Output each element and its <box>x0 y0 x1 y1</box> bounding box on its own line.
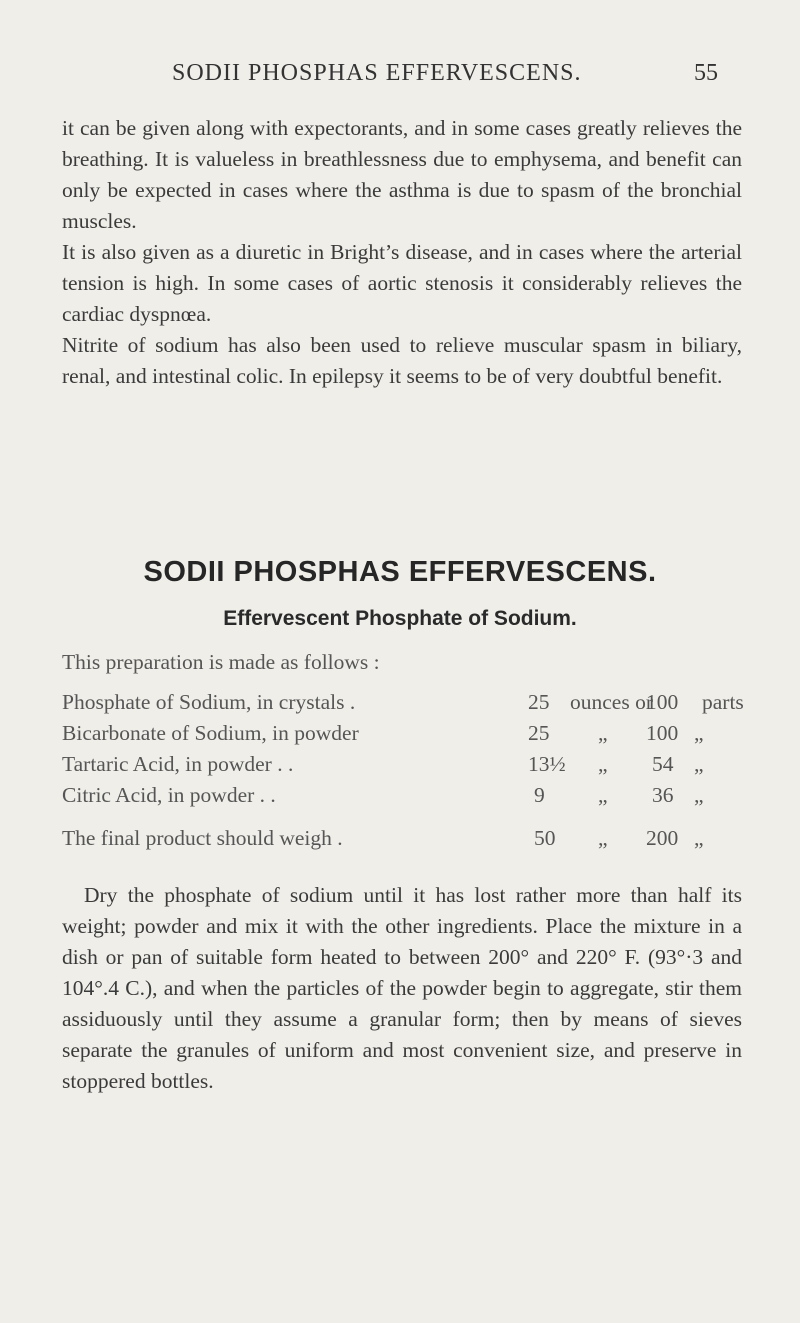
formula-row <box>62 690 752 721</box>
paragraph: Nitrite of sodium has also been used to relieve muscular spasm in biliary, renal, and intestinal colic. In epilepsy it seems to be of very doubtful benefit. <box>62 333 742 388</box>
method-text <box>62 880 742 1097</box>
section-subtitle: Effervescent Phosphate of Sodium. <box>223 607 577 630</box>
unit-word: „ <box>598 721 608 745</box>
ingredient-parts: 36 <box>652 783 674 807</box>
formula-row <box>62 752 752 783</box>
ingredient-parts: 100 <box>646 690 679 714</box>
paragraph: It is also given as a diuretic in Bright’s disease, and in cases where the arterial tension is high. In some cases of aortic stenosis it considerably relieves the cardiac dyspnœa. <box>62 240 742 326</box>
ingredient-name: Phosphate of Sodium, in crystals . <box>62 690 356 714</box>
ingredient-name: Citric Acid, in powder . . <box>62 783 276 807</box>
ingredient-ounces: 25 <box>528 690 550 714</box>
formula-row <box>62 826 752 857</box>
page-number: 55 <box>694 60 718 86</box>
unit-word: ounces or <box>570 690 653 714</box>
ingredient-ounces: 50 <box>534 826 556 850</box>
parts-word: „ <box>694 752 704 776</box>
paragraph: Dry the phosphate of sodium until it has lost rather more than half its weight; powder and mix it with the other ingredients. Place the mixture in a dish or pan of suitable form heated to between 200° and 220° F. (93°·3 and 104°.4 C.), and when the particles of the powder begin to aggregate, stir them assiduously until they assume a granular form; then by means of sieves separate the granules of uniform and most convenient size, and preserve in stoppered bottles. <box>62 883 742 1093</box>
parts-word: parts <box>702 690 744 714</box>
ingredient-parts: 54 <box>652 752 674 776</box>
unit-word: „ <box>598 783 608 807</box>
ingredient-ounces: 13½ <box>528 752 566 776</box>
parts-word: „ <box>694 826 704 850</box>
running-title: SODII PHOSPHAS EFFERVESCENS. <box>172 60 582 86</box>
formula-row <box>62 721 752 752</box>
intro-text <box>62 113 742 392</box>
unit-word: „ <box>598 826 608 850</box>
ingredient-parts: 200 <box>646 826 679 850</box>
page-header <box>0 60 800 92</box>
ingredient-name: The final product should weigh . <box>62 826 343 850</box>
preparation-intro: This preparation is made as follows : <box>62 650 380 674</box>
ingredient-ounces: 25 <box>528 721 550 745</box>
parts-word: „ <box>694 783 704 807</box>
ingredient-name: Tartaric Acid, in powder . . <box>62 752 294 776</box>
unit-word: „ <box>598 752 608 776</box>
paragraph: it can be given along with expectorants, and in some cases greatly relieves the breathing. It is valueless in breathlessness due to emphysema, and benefit can only be expected in cases where the asthma is due to spasm of the bronchial muscles. <box>62 116 742 233</box>
section-title: SODII PHOSPHAS EFFERVESCENS. <box>143 556 657 588</box>
formula-table <box>62 690 752 857</box>
ingredient-name: Bicarbonate of Sodium, in powder <box>62 721 359 745</box>
formula-row <box>62 783 752 814</box>
ingredient-parts: 100 <box>646 721 679 745</box>
ingredient-ounces: 9 <box>534 783 545 807</box>
parts-word: „ <box>694 721 704 745</box>
